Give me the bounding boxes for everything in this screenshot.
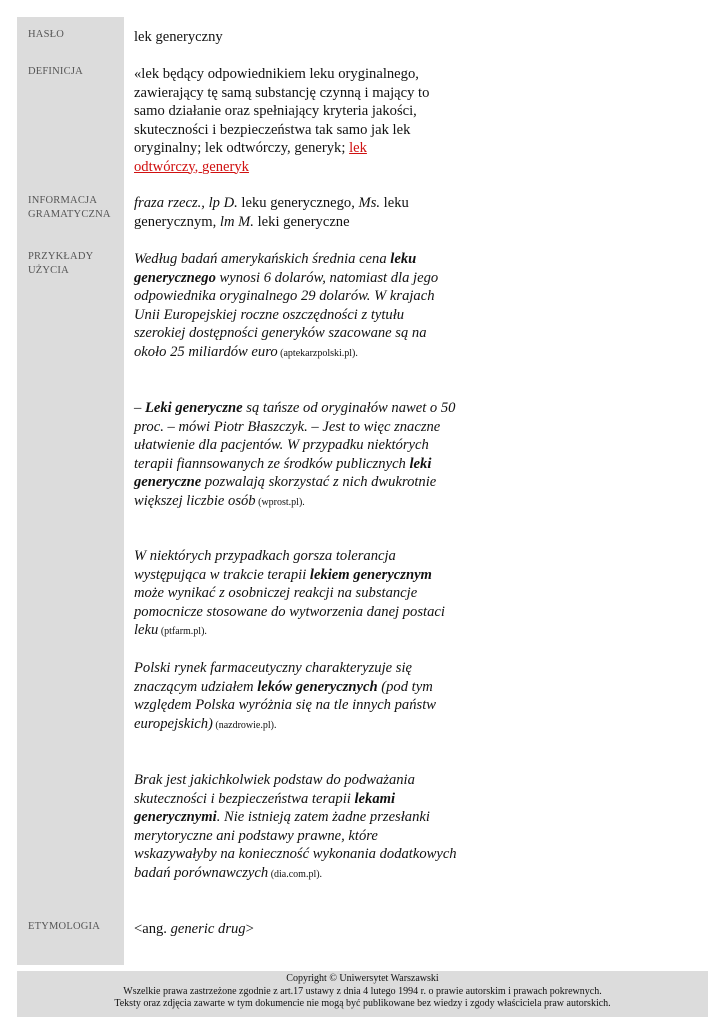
etymology <box>134 920 464 939</box>
definition-link-separator: , <box>194 158 202 175</box>
grammar-lm-form: leki generyczne <box>253 213 350 230</box>
label-przyklady-line2: UŻYCIA <box>28 265 69 276</box>
example-term: leków generycznych <box>257 678 378 695</box>
footer-copyright: Copyright © Uniwersytet Warszawski <box>286 973 439 984</box>
label-etymologia: ETYMOLOGIA <box>28 921 100 932</box>
example-5 <box>134 771 459 884</box>
footer-notice: Teksty oraz zdjęcia zawarte w tym dokumencie nie mogą być publikowane bez wiedzy i zgody właściciela praw autorskich. <box>114 998 611 1009</box>
example-text: pozwalają skorzystać z nich dwukrotnie większej liczbie osób <box>134 474 437 509</box>
example-3 <box>134 547 459 642</box>
example-text: wynosi 6 dolarów, natomiast dla jego odpowiednika oryginalnego 29 dolarów. W krajach Unii Europejskiej roczne oszczędności z tytułu szerokiej dostępności generyków szacowane są na około 25 miliardów euro <box>134 269 439 360</box>
etymology-prefix: <ang. <box>134 921 171 937</box>
grammar-ms-label: Ms. <box>358 195 381 211</box>
footer <box>17 971 708 1017</box>
etymology-term: generic drug <box>170 921 246 937</box>
grammar-ms-form: leku generycznym, <box>134 195 409 230</box>
definition-link-generyk[interactable]: generyk <box>201 158 249 175</box>
example-source: (nazdrowie.pl). <box>212 719 277 731</box>
label-column <box>17 17 124 965</box>
example-term: Leki generyczne <box>144 400 243 416</box>
label-definicja: DEFINICJA <box>28 66 83 77</box>
example-term: lekiem generycznym <box>309 566 432 583</box>
example-text: są tańsze od oryginałów nawet o 50 proc. – mówi Piotr Błaszczyk. – Jest to więc znaczne ułatwienie dla pacjentów. W przypadku niektórych terapii fiannsowanych ze środków publicznych <box>134 400 456 472</box>
grammar-info <box>134 194 434 231</box>
label-haslo: HASŁO <box>28 29 65 40</box>
example-source: (dia.com.pl). <box>268 868 323 880</box>
example-term: leki generyczne <box>134 455 432 490</box>
example-text: może wynikać z osobniczej reakcji na substancje pomocnicze stosowane do wytworzenia danej postaci leku <box>134 585 445 638</box>
example-text: Polski rynek farmaceutyczny charakteryzuje się znaczącym udziałem <box>134 660 412 695</box>
example-source: (aptekarzpolski.pl). <box>277 347 358 359</box>
label-informacja <box>28 194 111 222</box>
example-source: (ptfarm.pl). <box>158 626 207 637</box>
example-text: W niektórych przypadkach gorsza tolerancja występująca w trakcie terapii <box>134 548 396 583</box>
grammar-d-form: leku generycznego, <box>237 195 359 211</box>
grammar-fraza: fraza rzecz., lp D. <box>134 195 238 211</box>
label-przyklady-line1: PRZYKŁADY <box>28 251 94 262</box>
example-term: lekami generycznymi <box>134 790 396 825</box>
example-4 <box>134 659 459 735</box>
example-1 <box>134 250 459 363</box>
label-przyklady <box>28 250 93 278</box>
definition-link-lek-odtworczy[interactable]: lek odtwórczy <box>134 140 367 175</box>
grammar-lm-label: lm M. <box>219 213 254 230</box>
example-text: (pod tym względem Polska wyróżnia się na tle innych państw europejskich) <box>134 678 436 732</box>
example-text: Według badań amerykańskich średnia cena <box>134 251 391 267</box>
example-text: . Nie istnieją zatem żadne przesłanki merytoryczne ani podstawy prawne, które wskazywałyby na konieczność wykonania dodatkowych badań porównawczych <box>134 809 457 881</box>
definition <box>134 65 434 176</box>
example-text: – <box>134 400 145 416</box>
example-term: leku generycznego <box>134 251 417 286</box>
example-source: (wprost.pl). <box>255 496 305 508</box>
footer-rights: Wszelkie prawa zastrzeżone zgodnie z art.17 ustawy z dnia 4 lutego 1994 r. o prawie autorskim i prawach pokrewnych. <box>123 985 602 997</box>
etymology-suffix: > <box>245 921 254 937</box>
example-text: Brak jest jakichkolwiek podstaw do podważania skuteczności i bezpieczeństwa terapii <box>134 772 415 807</box>
definition-text: «lek będący odpowiednikiem leku oryginalnego, zawierający tę samą substancję czynną i mający to samo działanie oraz spełniający kryteria jakości, skuteczności i bezpieczeństwa tak samo jak lek oryginalny; lek odtwórczy, generyk; <box>134 66 430 156</box>
label-informacja-line2: GRAMATYCZNA <box>28 209 111 220</box>
example-2 <box>134 399 459 512</box>
headword: lek generyczny <box>134 29 223 45</box>
label-informacja-line1: INFORMACJA <box>28 195 98 206</box>
